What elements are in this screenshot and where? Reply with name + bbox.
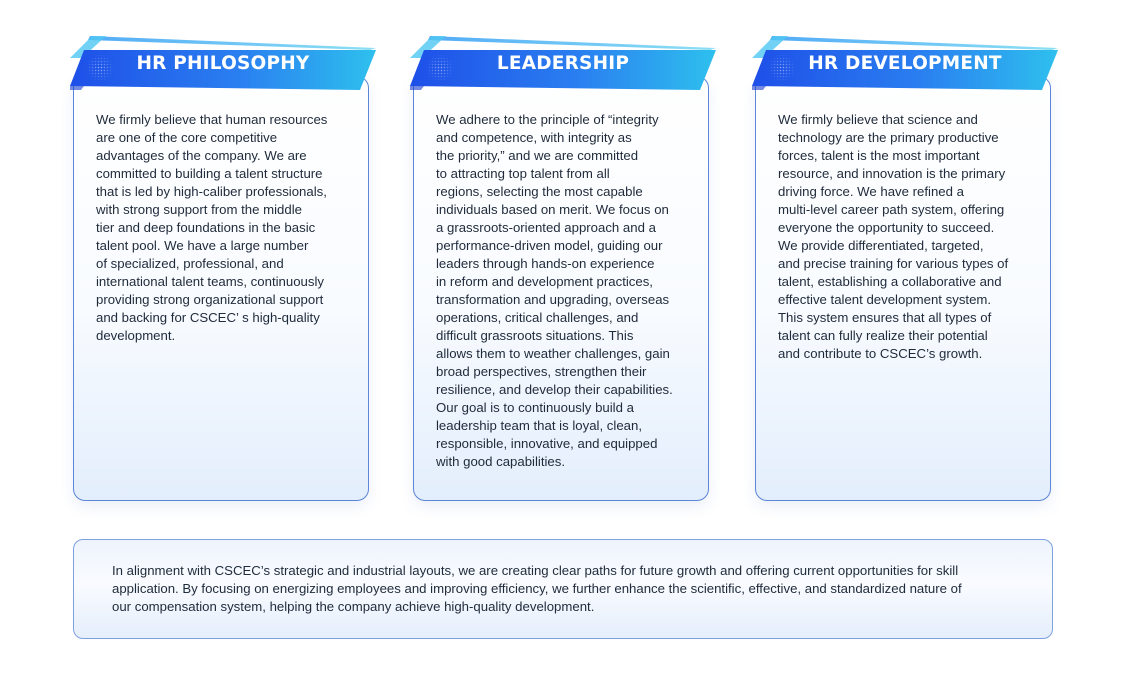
card-line: to attracting top talent from all bbox=[436, 166, 610, 181]
card-line: development. bbox=[96, 328, 176, 343]
summary-line: our compensation system, helping the company achieve high-quality development. bbox=[112, 599, 595, 614]
card-line: committed to building a talent structure bbox=[96, 166, 323, 181]
card-line: multi-level career path system, offering bbox=[778, 202, 1005, 217]
card-line: driving force. We have refined a bbox=[778, 184, 964, 199]
card-body bbox=[96, 111, 354, 345]
card-line: are one of the core competitive bbox=[96, 130, 278, 145]
banner-hr-philosophy bbox=[70, 36, 376, 90]
card-line: We adhere to the principle of “integrity bbox=[436, 112, 659, 127]
card-line: resource, and innovation is the primary bbox=[778, 166, 1006, 181]
card-line: regions, selecting the most capable bbox=[436, 184, 643, 199]
banner-hr-development bbox=[752, 36, 1058, 90]
card-line: effective talent development system. bbox=[778, 292, 992, 307]
summary-line: In alignment with CSCEC’s strategic and industrial layouts, we are creating clear paths for future growth and offering current opportunities for skill bbox=[112, 563, 959, 578]
card-line: broad perspectives, strengthen their bbox=[436, 364, 647, 379]
card-line: This system ensures that all types of bbox=[778, 310, 992, 325]
card-line: a grassroots-oriented approach and a bbox=[436, 220, 656, 235]
card-line: of specialized, professional, and bbox=[96, 256, 284, 271]
card-title: HR PHILOSOPHY bbox=[136, 53, 310, 74]
card-line: talent, establishing a collaborative and bbox=[778, 274, 1002, 289]
card-leadership bbox=[413, 76, 709, 501]
card-title: LEADERSHIP bbox=[496, 53, 630, 74]
card-line: resilience, and develop their capabilities. bbox=[436, 382, 673, 397]
summary-text bbox=[112, 562, 1032, 616]
card-line: leaders through hands-on experience bbox=[436, 256, 655, 271]
card-body bbox=[778, 111, 1036, 363]
card-line: operations, critical challenges, and bbox=[436, 310, 639, 325]
card-line: responsible, innovative, and equipped bbox=[436, 436, 658, 451]
card-line: and precise training for various types of bbox=[778, 256, 1009, 271]
summary-box bbox=[73, 539, 1053, 639]
card-line: leadership team that is loyal, clean, bbox=[436, 418, 642, 433]
card-hr-philosophy bbox=[73, 76, 369, 501]
card-line: We firmly believe that science and bbox=[778, 112, 978, 127]
card-body bbox=[436, 111, 694, 471]
card-line: We firmly believe that human resources bbox=[96, 112, 328, 127]
card-line: in reform and development practices, bbox=[436, 274, 653, 289]
card-line: individuals based on merit. We focus on bbox=[436, 202, 669, 217]
card-line: and competence, with integrity as bbox=[436, 130, 632, 145]
card-line: providing strong organizational support bbox=[96, 292, 324, 307]
card-line: everyone the opportunity to succeed. bbox=[778, 220, 995, 235]
card-line: and backing for CSCEC’ s high-quality bbox=[96, 310, 320, 325]
card-line: the priority,” and we are committed bbox=[436, 148, 639, 163]
card-line: tier and deep foundations in the basic bbox=[96, 220, 316, 235]
card-line: forces, talent is the most important bbox=[778, 148, 980, 163]
summary-line: application. By focusing on energizing employees and improving efficiency, we further enhance the scientific, effective, and standardized nature of bbox=[112, 581, 962, 596]
card-line: allows them to weather challenges, gain bbox=[436, 346, 670, 361]
card-hr-development bbox=[755, 76, 1051, 501]
card-title: HR DEVELOPMENT bbox=[808, 53, 1002, 74]
card-line: talent pool. We have a large number bbox=[96, 238, 309, 253]
card-line: that is led by high-caliber professionals, bbox=[96, 184, 327, 199]
card-line: talent can fully realize their potential bbox=[778, 328, 988, 343]
card-line: Our goal is to continuously build a bbox=[436, 400, 634, 415]
card-line: and contribute to CSCEC’s growth. bbox=[778, 346, 983, 361]
card-line: difficult grassroots situations. This bbox=[436, 328, 634, 343]
card-line: technology are the primary productive bbox=[778, 130, 999, 145]
card-line: performance-driven model, guiding our bbox=[436, 238, 663, 253]
banner-leadership bbox=[410, 36, 716, 90]
card-line: international talent teams, continuously bbox=[96, 274, 324, 289]
card-line: transformation and upgrading, overseas bbox=[436, 292, 670, 307]
card-line: with good capabilities. bbox=[436, 454, 566, 469]
card-line: with strong support from the middle bbox=[96, 202, 302, 217]
card-line: We provide differentiated, targeted, bbox=[778, 238, 984, 253]
card-line: advantages of the company. We are bbox=[96, 148, 307, 163]
